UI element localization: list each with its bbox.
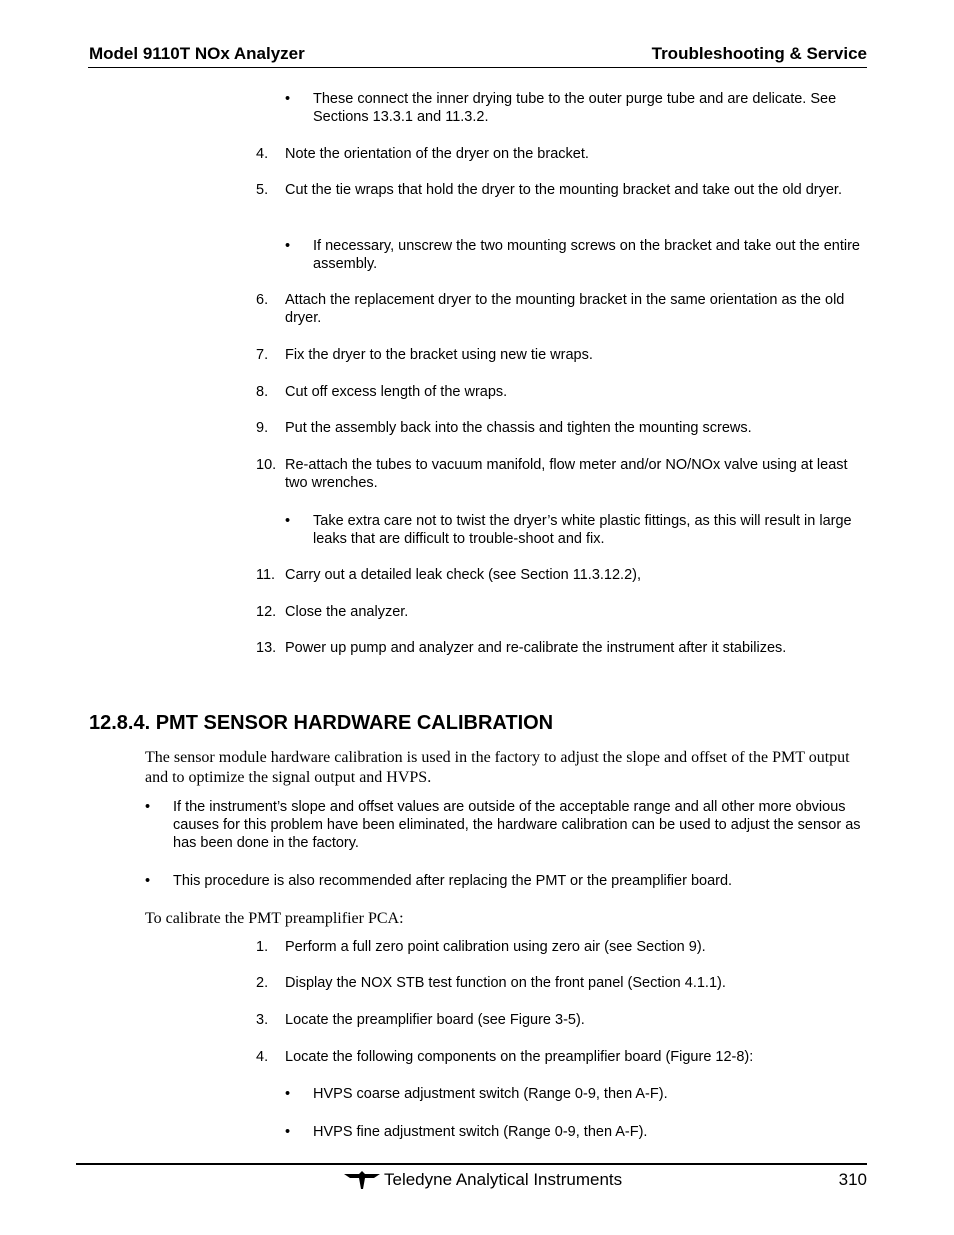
bullet-marker: • bbox=[285, 1124, 291, 1140]
list-item-text: These connect the inner drying tube to the outer purge tube and are delicate. See Sections 13.3.1 and 11.3.2. bbox=[313, 91, 837, 125]
step-number: 7. bbox=[256, 347, 269, 363]
header-divider bbox=[88, 67, 867, 68]
step-number: 2. bbox=[256, 975, 269, 991]
list-item-text: Re-attach the tubes to vacuum manifold, flow meter and/or NO/NOx valve using at least two wrenches. bbox=[285, 457, 848, 491]
step-number: 9. bbox=[256, 420, 269, 436]
step-number: 5. bbox=[256, 182, 269, 198]
bullet-marker: • bbox=[285, 1086, 291, 1102]
list-item-text: Take extra care not to twist the dryer’s white plastic fittings, as this will result in large leaks that are difficult to trouble-shoot and fix. bbox=[313, 513, 852, 547]
list-item-text: If the instrument’s slope and offset values are outside of the acceptable range and all other more obvious causes for this problem have been eliminated, the hardware calibration can be used to adjust the sensor as has been done in the factory. bbox=[173, 799, 861, 851]
page-number: 310 bbox=[838, 1170, 867, 1189]
step-number: 3. bbox=[256, 1012, 269, 1028]
step-number: 6. bbox=[256, 292, 269, 308]
bullet-marker: • bbox=[285, 238, 291, 254]
step-number: 12. bbox=[256, 604, 277, 620]
list-item-text: Put the assembly back into the chassis and tighten the mounting screws. bbox=[285, 420, 752, 436]
list-item-text: HVPS coarse adjustment switch (Range 0-9, then A-F). bbox=[313, 1086, 668, 1102]
footer-company-name: Teledyne Analytical Instruments bbox=[384, 1170, 623, 1189]
step-number: 10. bbox=[256, 457, 277, 473]
step-number: 4. bbox=[256, 146, 269, 162]
list-item-text: Carry out a detailed leak check (see Section 11.3.12.2), bbox=[285, 567, 641, 583]
step-number: 8. bbox=[256, 384, 269, 400]
footer-divider bbox=[76, 1163, 867, 1165]
list-item-text: Power up pump and analyzer and re-calibrate the instrument after it stabilizes. bbox=[285, 640, 787, 656]
bullet-marker: • bbox=[285, 513, 291, 529]
section-intro-paragraph: The sensor module hardware calibration is used in the factory to adjust the slope and offset of the PMT output and to optimize the signal output and HVPS. bbox=[145, 749, 850, 786]
list-item-text: Close the analyzer. bbox=[285, 604, 409, 620]
step-number: 4. bbox=[256, 1049, 269, 1065]
bullet-marker: • bbox=[285, 91, 291, 107]
teledyne-logo-icon bbox=[344, 1170, 380, 1190]
list-item-text: Locate the preamplifier board (see Figure 3-5). bbox=[285, 1012, 585, 1028]
list-item-text: Cut the tie wraps that hold the dryer to the mounting bracket and take out the old dryer. bbox=[285, 182, 842, 198]
list-item-text: Fix the dryer to the bracket using new tie wraps. bbox=[285, 347, 593, 363]
list-item-text: Locate the following components on the preamplifier board (Figure 12-8): bbox=[285, 1049, 754, 1065]
list-item-text: Note the orientation of the dryer on the bracket. bbox=[285, 146, 589, 162]
list-item-text: Display the NOX STB test function on the front panel (Section 4.1.1). bbox=[285, 975, 726, 991]
section-heading: 12.8.4. PMT SENSOR HARDWARE CALIBRATION bbox=[89, 712, 554, 734]
list-item-text: HVPS fine adjustment switch (Range 0-9, then A-F). bbox=[313, 1124, 648, 1140]
procedure-lead-in: To calibrate the PMT preamplifier PCA: bbox=[145, 910, 404, 927]
step-number: 11. bbox=[256, 567, 276, 583]
bullet-marker: • bbox=[145, 873, 151, 889]
running-header-title: Model 9110T NOx Analyzer bbox=[89, 44, 305, 63]
list-item-text: This procedure is also recommended after replacing the PMT or the preamplifier board. bbox=[173, 873, 733, 889]
step-number: 13. bbox=[256, 640, 277, 656]
step-number: 1. bbox=[256, 939, 269, 955]
list-item-text: Attach the replacement dryer to the mounting bracket in the same orientation as the old dryer. bbox=[285, 292, 845, 326]
bullet-marker: • bbox=[145, 799, 151, 815]
list-item-text: If necessary, unscrew the two mounting screws on the bracket and take out the entire assembly. bbox=[313, 238, 860, 272]
running-header-chapter: Troubleshooting & Service bbox=[651, 44, 867, 63]
list-item-text: Cut off excess length of the wraps. bbox=[285, 384, 508, 400]
list-item-text: Perform a full zero point calibration using zero air (see Section 9). bbox=[285, 939, 706, 955]
